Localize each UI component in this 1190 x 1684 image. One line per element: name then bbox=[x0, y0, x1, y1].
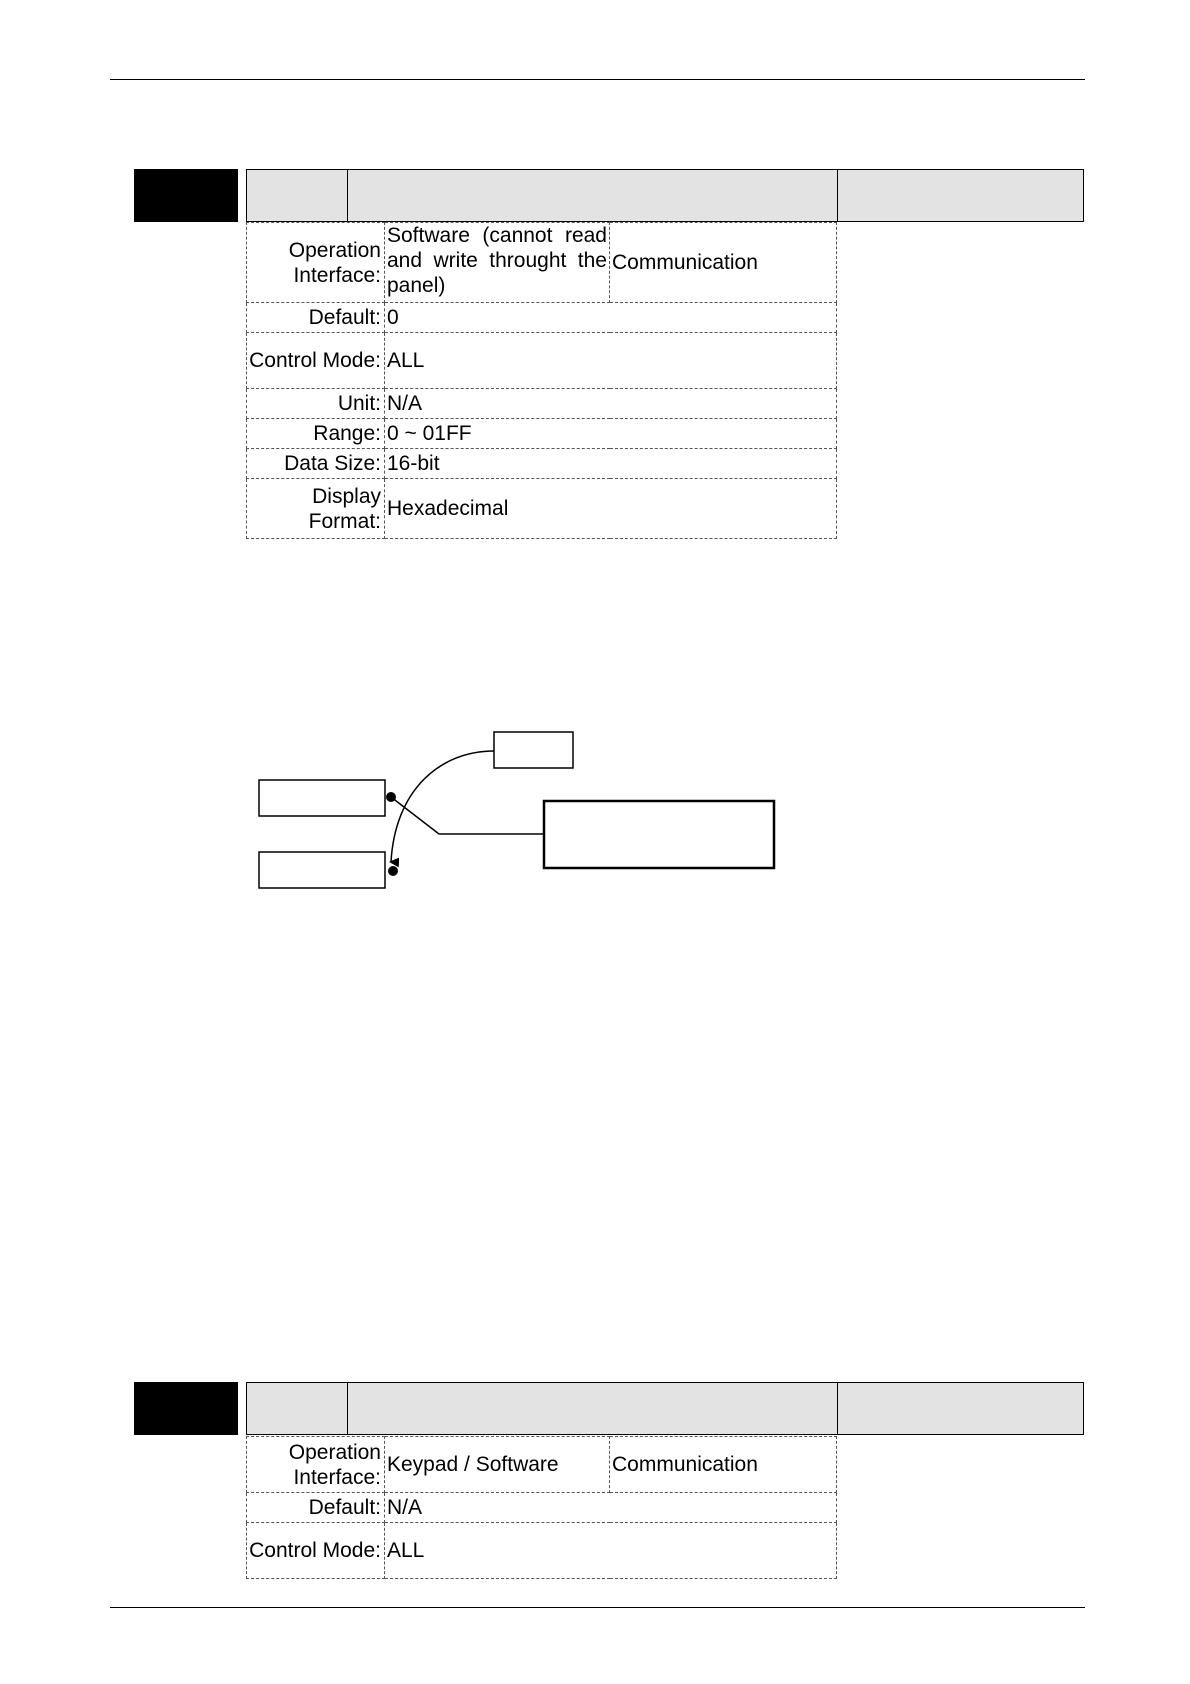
unit-label: Unit: bbox=[247, 389, 385, 419]
switch-arrow bbox=[391, 751, 494, 862]
header-divider bbox=[837, 1383, 838, 1434]
operation-interface-extra: Communication bbox=[610, 223, 837, 303]
data-size-value: 16-bit bbox=[385, 449, 837, 479]
lower-left-box bbox=[259, 852, 385, 888]
display-format-value: Hexadecimal bbox=[385, 479, 837, 539]
header-divider bbox=[347, 1383, 348, 1434]
operation-interface-extra: Communication bbox=[610, 1437, 837, 1493]
operation-interface-value: Software (cannot read and write throught the panel) bbox=[385, 223, 610, 303]
range-value: 0 ~ 01FF bbox=[385, 419, 837, 449]
table-row bbox=[247, 1523, 837, 1579]
control-mode-value: ALL bbox=[385, 1523, 837, 1579]
control-mode-label: Control Mode: bbox=[247, 1523, 385, 1579]
operation-interface-label: Operation Interface: bbox=[247, 223, 385, 303]
range-label: Range: bbox=[247, 419, 385, 449]
parameter-header-2 bbox=[246, 1382, 1084, 1435]
data-size-label: Data Size: bbox=[247, 449, 385, 479]
operation-interface-value: Keypad / Software bbox=[385, 1437, 610, 1493]
upper-left-box bbox=[259, 780, 385, 816]
table-row bbox=[247, 1437, 837, 1493]
default-value: 0 bbox=[385, 303, 837, 333]
control-mode-value: ALL bbox=[385, 333, 837, 389]
parameter-table-2 bbox=[246, 1436, 837, 1579]
right-box bbox=[544, 801, 774, 868]
unit-value: N/A bbox=[385, 389, 837, 419]
operation-interface-label: Operation Interface: bbox=[247, 1437, 385, 1493]
table-row bbox=[247, 1493, 837, 1523]
parameter-code-tab-2 bbox=[134, 1382, 238, 1435]
top-label-box bbox=[494, 732, 573, 768]
control-mode-label: Control Mode: bbox=[247, 333, 385, 389]
lower-contact-dot bbox=[388, 866, 398, 876]
switch-lever-line bbox=[391, 797, 544, 834]
default-value: N/A bbox=[385, 1493, 837, 1523]
default-label: Default: bbox=[247, 1493, 385, 1523]
default-label: Default: bbox=[247, 303, 385, 333]
display-format-label: Display Format: bbox=[247, 479, 385, 539]
